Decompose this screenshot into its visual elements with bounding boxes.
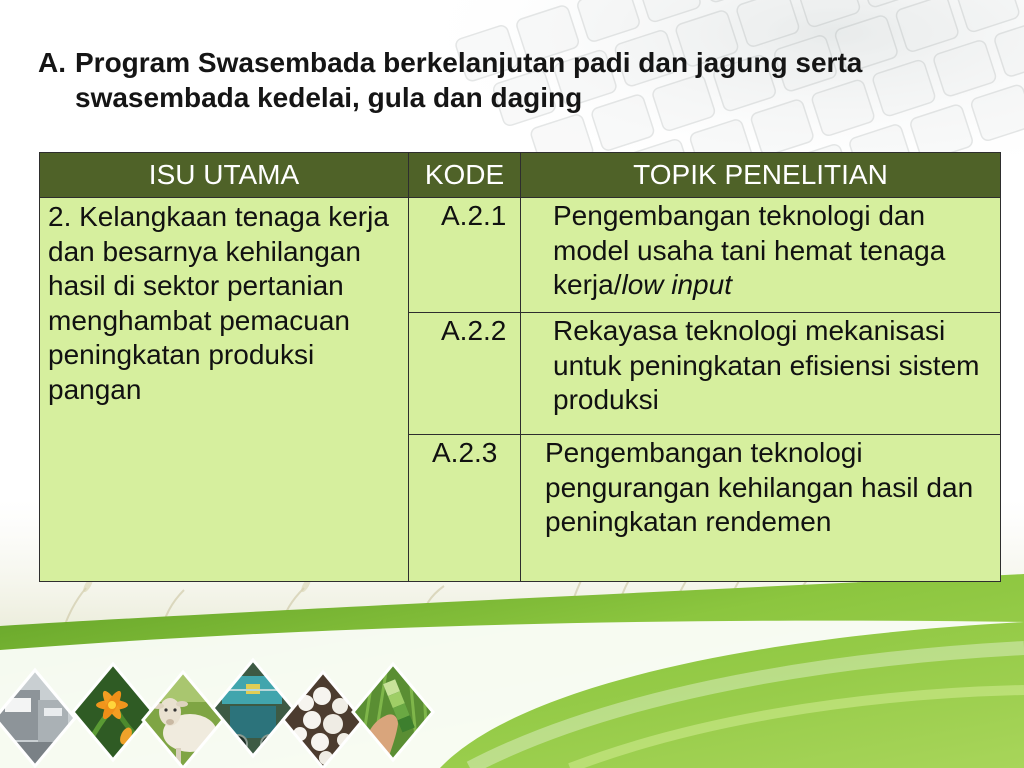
issue-cell <box>40 198 409 582</box>
topic-text-line: Pengembangan teknologi dan <box>553 200 926 231</box>
topic-cell <box>521 198 1001 313</box>
topic-text-line: untuk peningkatan efisiensi sistem <box>553 349 980 381</box>
research-topics-table <box>39 152 1001 582</box>
issue-text-line: pangan <box>48 373 142 405</box>
slide-heading <box>38 45 862 115</box>
heading-line: swasembada kedelai, gula dan daging <box>75 82 583 113</box>
heading-text <box>75 45 862 115</box>
issue-text-line: menghambat pemacuan <box>48 304 350 336</box>
header-topik-penelitian: TOPIK PENELITIAN <box>521 153 1001 198</box>
header-kode: KODE <box>409 153 521 198</box>
topic-text-line: pengurangan kehilangan hasil dan <box>545 471 974 503</box>
topic-text-line: Pengembangan teknologi <box>545 437 863 468</box>
code-cell: A.2.1 <box>409 198 521 313</box>
topic-text-line: peningkatan rendemen <box>545 506 832 537</box>
topic-italic-segment: low input <box>621 269 732 300</box>
header-isu-utama: ISU UTAMA <box>40 153 409 198</box>
topic-text-line: model usaha tani hemat tenaga <box>553 234 946 266</box>
topic-text-line <box>553 268 1000 303</box>
issue-text-line: peningkatan produksi <box>48 339 315 370</box>
heading-line: Program Swasembada berkelanjutan padi dan jagung serta <box>75 47 863 78</box>
table-row <box>40 198 1001 313</box>
code-cell: A.2.2 <box>409 313 521 435</box>
issue-text-line: 2. Kelangkaan tenaga kerja <box>48 201 389 232</box>
issue-text-line: hasil di sektor pertanian <box>48 270 344 301</box>
topic-cell <box>521 435 1001 582</box>
topic-cell <box>521 313 1001 435</box>
topic-text-line: Rekayasa teknologi mekanisasi <box>553 315 946 346</box>
issue-text-line: dan besarnya kehilangan <box>48 235 361 267</box>
heading-list-marker: A. <box>38 47 66 78</box>
topic-text-line: produksi <box>553 384 659 415</box>
topic-text-segment: kerja/ <box>553 269 622 300</box>
table-header-row <box>40 153 1001 198</box>
code-cell: A.2.3 <box>409 435 521 582</box>
